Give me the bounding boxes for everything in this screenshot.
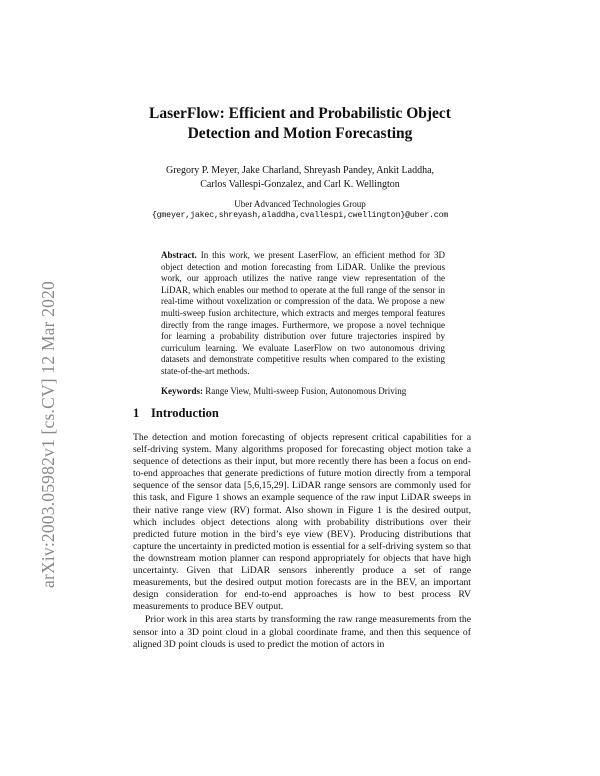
affiliation-block [100, 198, 500, 222]
affiliation-name: Uber Advanced Technologies Group [234, 199, 366, 209]
section-number: 1 [133, 406, 140, 420]
arxiv-side-stamp [0, 190, 58, 590]
paper-title [100, 104, 500, 144]
abstract-paragraph [161, 250, 445, 378]
section-heading-introduction [133, 406, 219, 421]
title-line-1: LaserFlow: Efficient and Probabilistic Object [149, 105, 451, 122]
authors-line-2: Carlos Vallespi-Gonzalez, and Carl K. Wellington [200, 179, 400, 190]
section-title: Introduction [151, 406, 219, 420]
author-emails: {gmeyer,jakec,shreyash,aladdha,cvallespi,cwellington}@uber.com [151, 211, 449, 220]
keywords-label: Keywords: [161, 385, 203, 396]
abstract-text: In this work, we present LaserFlow, an efficient method for 3D object detection and motion forecasting from LiDAR. Unlike the previous work, our approach utilizes the native range view representation of the LiDAR, which enables our method to operate at the full range of the sensor in real-time without voxelization or compression of the data. We propose a new multi-sweep fusion architecture, which extracts and merges temporal features directly from the range images. Furthermore, we propose a novel technique for learning a probability distribution over future trajectories inspired by curriculum learning. We evaluate LaserFlow on two autonomous driving datasets and demonstrate competitive results when compared to the existing state-of-the-art methods. [161, 250, 445, 376]
title-line-2: Detection and Motion Forecasting [187, 125, 413, 142]
arxiv-identifier: arXiv:2003.05982v1 [cs.CV] 12 Mar 2020 [38, 280, 58, 588]
introduction-body [133, 432, 471, 651]
keywords-paragraph [161, 386, 445, 398]
body-paragraph-1: The detection and motion forecasting of objects represent critical capabilities for a self-driving system. Many algorithms proposed for forecasting object motion take a sequence of detections as their input, but more recently there has been a focus on end-to-end approaches that generate predictions of future motion directly from a temporal sequence of the sensor data [5,6,15,29]. LiDAR range sensors are commonly used for this task, and Figure 1 shows an example sequence of the raw input LiDAR sweeps in their native range view (RV) format. Also shown in Figure 1 is the desired output, which includes object detections along with probability distributions over their predicted future motion in the bird’s eye view (BEV). Producing distributions that capture the uncertainty in predicted motion is essential for a self-driving system so that the downstream motion planner can respond appropriately for objects that have high uncertainty. Given that LiDAR sensors inherently produce a set of range measurements, but the desired output motion forecasts are in the BEV, an important design consideration for end-to-end approaches is how to best process RV measurements to produce BEV output. [133, 432, 471, 613]
author-list [100, 164, 500, 192]
abstract-label: Abstract. [161, 250, 197, 260]
abstract-block [161, 250, 445, 397]
keywords-text: Range View, Multi-sweep Fusion, Autonomous Driving [205, 385, 407, 396]
authors-line-1: Gregory P. Meyer, Jake Charland, Shreyash Pandey, Ankit Laddha, [165, 165, 435, 176]
body-paragraph-2: Prior work in this area starts by transforming the raw range measurements from the sensor into a 3D point cloud in a global coordinate frame, and then this sequence of aligned 3D point clouds is used to predict the motion of actors in [133, 614, 471, 650]
